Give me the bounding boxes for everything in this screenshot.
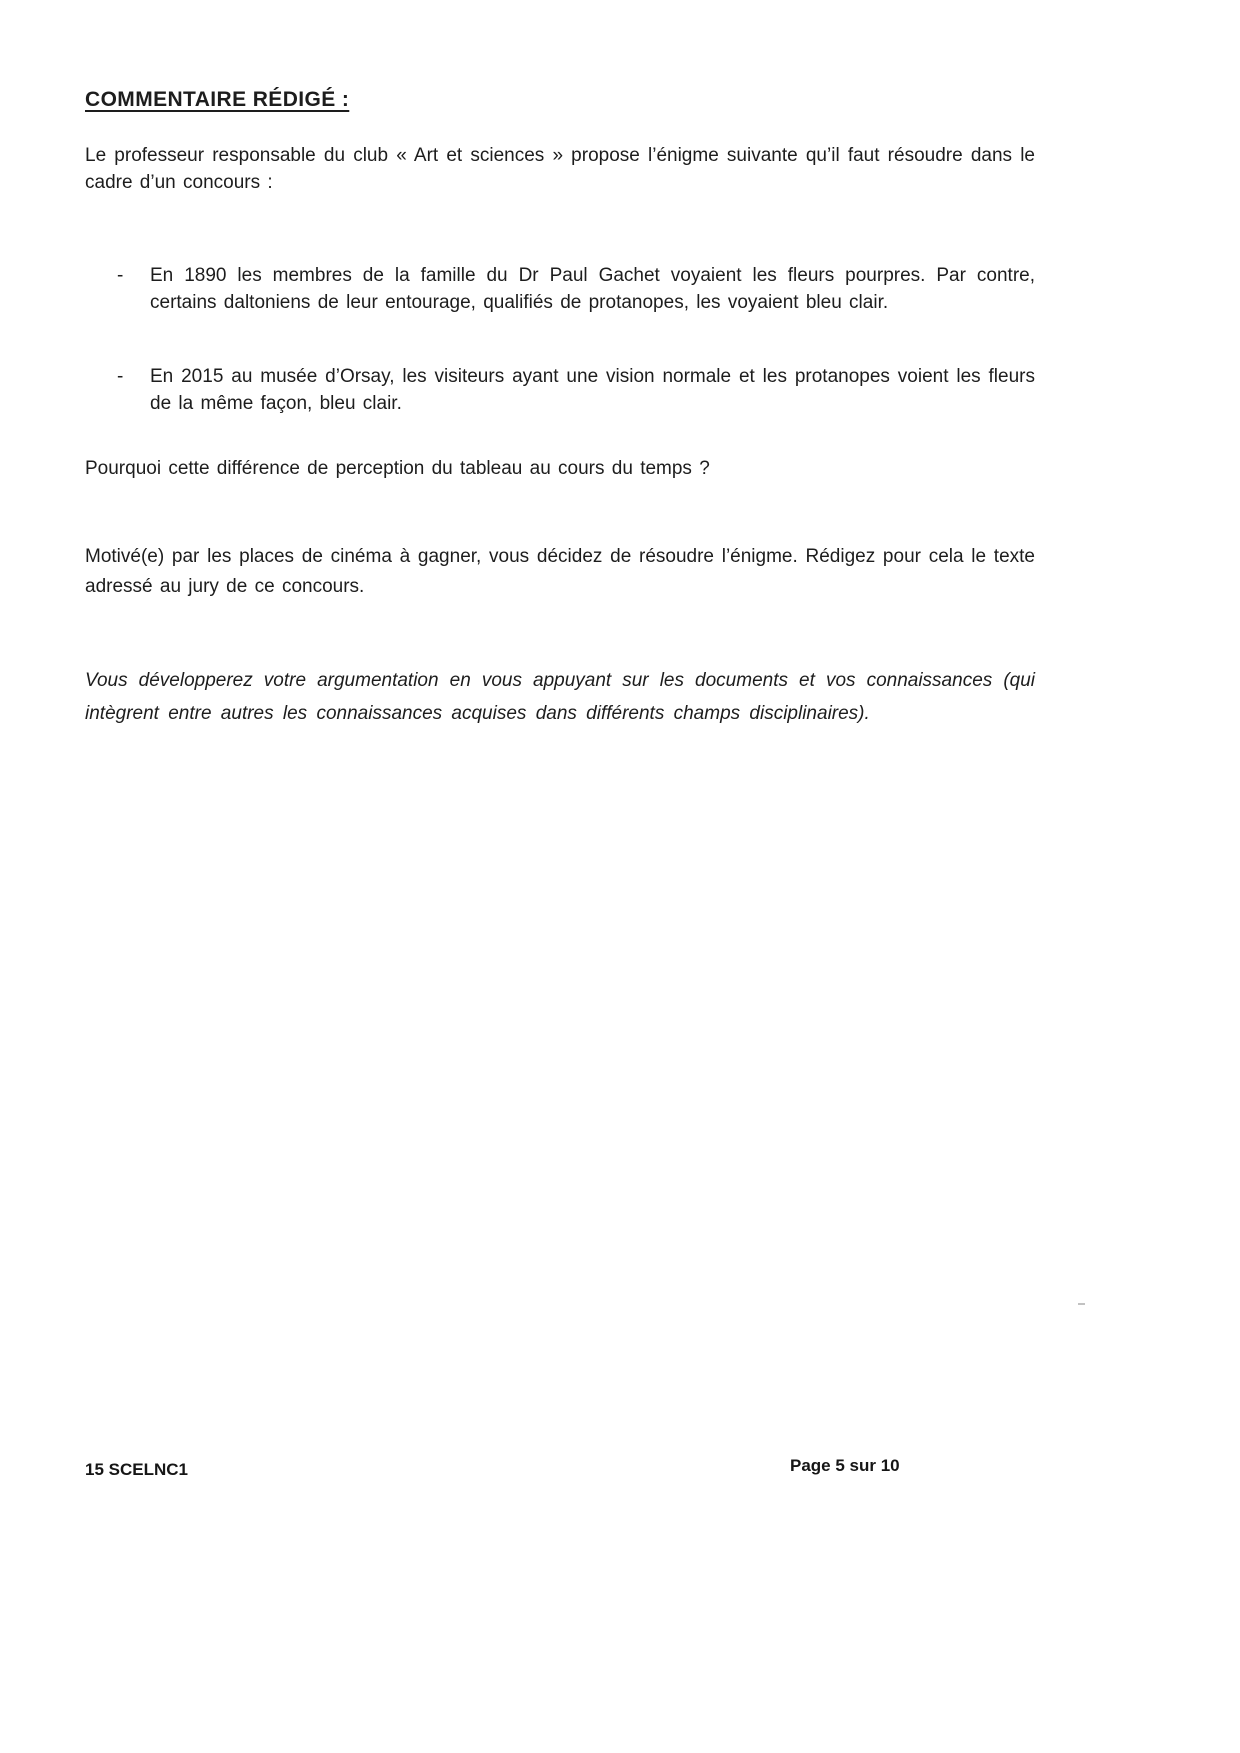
task-paragraph: Motivé(e) par les places de cinéma à gagner, vous décidez de résoudre l’énigme. Rédigez pour cela le texte adressé au jury de ce concours. — [85, 546, 1035, 597]
list-item-text: En 2015 au musée d’Orsay, les visiteurs ayant une vision normale et les protanopes voient les fleurs de la même façon, bleu clair. — [150, 366, 1035, 414]
list-item-text: En 1890 les membres de la famille du Dr Paul Gachet voyaient les fleurs pourpres. Par contre, certains daltoniens de leur entourage, qualifiés de protanopes, les voyaient bleu clair. — [150, 265, 1035, 313]
page-number: Page 5 sur 10 — [790, 1456, 900, 1475]
scan-artifact — [1078, 1303, 1085, 1305]
section-title: COMMENTAIRE RÉDIGÉ : — [85, 88, 350, 111]
enigma-clues-list — [117, 262, 1035, 417]
list-item — [117, 363, 1035, 417]
dash-bullet: - — [117, 366, 124, 387]
document-reference-code: 15 SCELNC1 — [85, 1460, 188, 1479]
question-paragraph: Pourquoi cette différence de perception du tableau au cours du temps ? — [85, 458, 710, 479]
document-content — [85, 88, 1035, 730]
list-item — [117, 262, 1035, 316]
instructions-paragraph: Vous développerez votre argumentation en vous appuyant sur les documents et vos connaissances (qui intègrent entre autres les connaissances acquises dans différents champs disciplinaires). — [85, 670, 1035, 724]
intro-paragraph: Le professeur responsable du club « Art et sciences » propose l’énigme suivante qu’il faut résoudre dans le cadre d’un concours : — [85, 145, 1035, 193]
dash-bullet: - — [117, 265, 124, 286]
